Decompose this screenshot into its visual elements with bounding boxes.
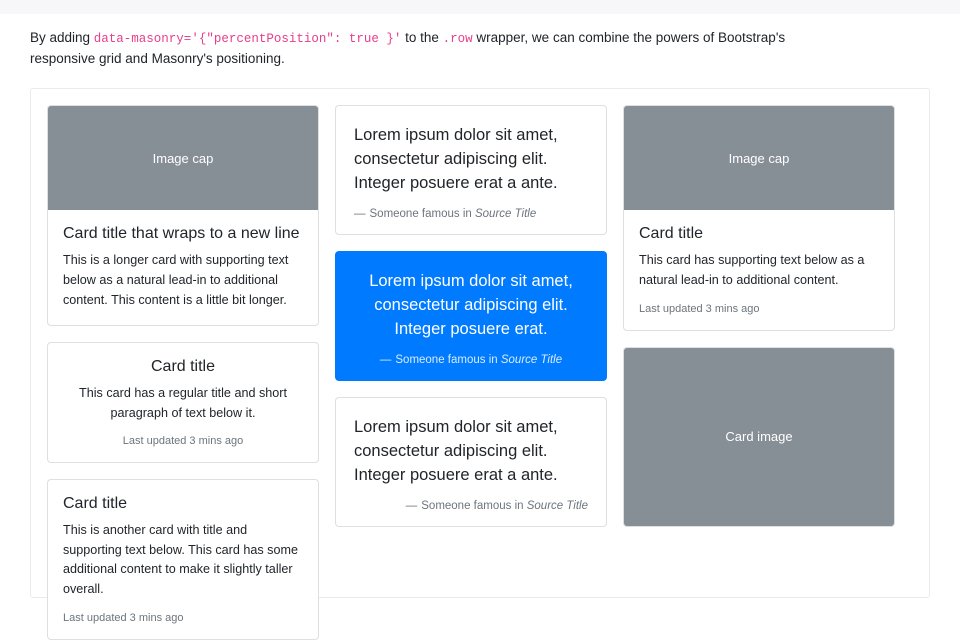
card-body	[48, 210, 318, 325]
quote-footer	[354, 354, 588, 366]
card-centered[interactable]	[47, 342, 319, 463]
masonry-column-3	[623, 105, 895, 526]
card-text: This card has supporting text below as a natural lead-in to additional content.	[639, 253, 865, 287]
masonry-column-1	[47, 105, 319, 639]
card-text-only[interactable]	[47, 479, 319, 639]
card-image-placeholder: Image cap	[48, 106, 318, 210]
quote-card-primary[interactable]	[335, 251, 607, 381]
card-text: This is a longer card with supporting text below as a natural lead-in to additional content. This content is a little bit longer.	[63, 253, 289, 307]
card-title: Card title that wraps to a new line	[63, 225, 300, 243]
example-container	[30, 88, 930, 624]
card-title: Card title	[63, 495, 128, 513]
quote-dash: —	[379, 353, 392, 366]
card-body	[48, 480, 318, 638]
quote-text: Lorem ipsum dolor sit amet, consectetur adipiscing elit. Integer posuere erat.	[369, 272, 573, 338]
card-meta: Last updated 3 mins ago	[639, 302, 760, 315]
intro-text-after: wrapper, we can combine the powers of Bootstrap's responsive grid and Masonry's positioning.	[30, 30, 786, 67]
quote-attribution: Someone famous in	[421, 499, 527, 512]
quote-text: Lorem ipsum dolor sit amet, consectetur adipiscing elit. Integer posuere erat a ante.	[354, 417, 558, 484]
card-body	[624, 210, 894, 329]
card-image-title-wrap[interactable]	[47, 105, 319, 326]
card-text: This is another card with title and supporting text below. This card has some additional content to make it slightly taller overall.	[63, 523, 298, 596]
quote-dash: —	[405, 499, 418, 512]
card-image-only[interactable]	[623, 347, 895, 527]
quote-footer	[354, 500, 588, 512]
quote-footer	[354, 208, 588, 220]
card-meta: Last updated 3 mins ago	[122, 435, 244, 448]
intro-paragraph	[0, 14, 820, 70]
quote-text: Lorem ipsum dolor sit amet, consectetur adipiscing elit. Integer posuere erat a ante.	[354, 126, 558, 193]
quote-card-right-aligned[interactable]	[335, 397, 607, 527]
card-title: Card title	[150, 358, 216, 376]
card-body	[48, 343, 318, 462]
card-image-placeholder: Image cap	[624, 106, 894, 210]
quote-cite: Source Title	[526, 499, 588, 512]
intro-text-before: By adding	[30, 30, 94, 45]
card-image-title[interactable]	[623, 105, 895, 330]
quote-attribution: Someone famous in	[395, 353, 501, 366]
quote-cite: Source Title	[500, 353, 563, 366]
card-title: Card title	[639, 225, 704, 243]
row-code-snippet: .row	[442, 32, 473, 46]
intro-text-middle: to the	[401, 30, 443, 45]
card-text: This card has a regular title and short paragraph of text below it.	[79, 386, 287, 420]
quote-cite: Source Title	[474, 208, 537, 221]
card-meta: Last updated 3 mins ago	[63, 611, 184, 624]
masonry-grid	[47, 105, 913, 639]
top-strip	[0, 0, 960, 14]
quote-card-plain[interactable]	[335, 105, 607, 235]
quote-dash: —	[354, 208, 366, 221]
masonry-code-snippet: data-masonry='{"percentPosition": true }'	[93, 32, 402, 46]
card-image-placeholder: Card image	[624, 348, 894, 526]
quote-attribution: Someone famous in	[369, 208, 475, 221]
masonry-column-2	[335, 105, 607, 526]
